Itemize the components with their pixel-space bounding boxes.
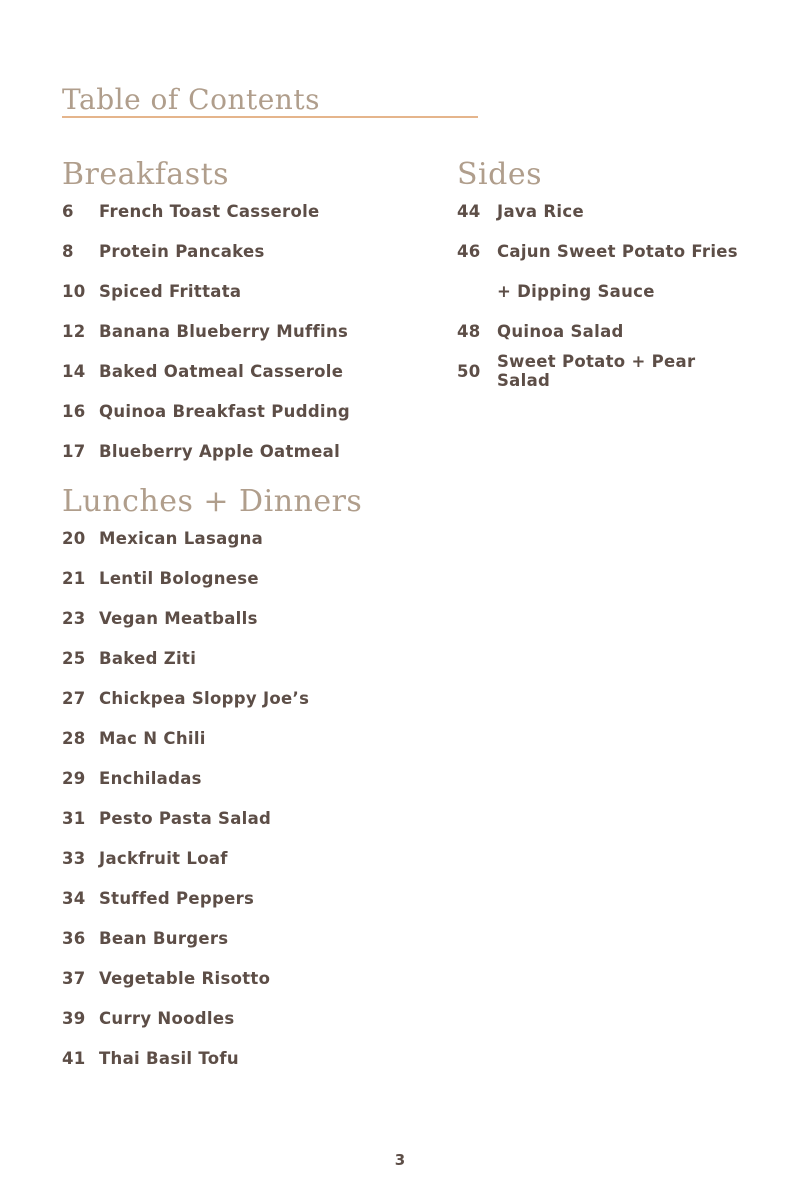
toc-entry	[62, 518, 457, 558]
entry-page-number: 46	[457, 241, 481, 261]
entry-page-number: 16	[62, 401, 86, 421]
toc-entry	[62, 431, 457, 471]
entry-page-number: 39	[62, 1008, 86, 1028]
entry-title: Quinoa Breakfast Pudding	[99, 401, 351, 421]
toc-column-right	[457, 158, 738, 1078]
entry-page-number: 33	[62, 848, 86, 868]
entry-title: Mexican Lasagna	[99, 528, 264, 548]
title-underline	[62, 116, 478, 118]
entry-title: Sweet Potato + Pear Salad	[497, 352, 696, 390]
entry-page-number: 6	[62, 201, 74, 221]
toc-entry	[62, 678, 457, 718]
toc-entry	[457, 351, 738, 391]
toc-entry	[62, 191, 457, 231]
toc-entry	[62, 918, 457, 958]
page-title: Table of Contents	[62, 83, 320, 116]
entry-page-number: 37	[62, 968, 86, 988]
entry-page-number: 48	[457, 321, 481, 341]
entry-title: Vegetable Risotto	[99, 968, 271, 988]
entry-title: Banana Blueberry Muffins	[99, 321, 349, 341]
toc-entry	[457, 191, 738, 231]
toc-entry	[62, 958, 457, 998]
entry-page-number: 20	[62, 528, 86, 548]
section-lunches-dinners	[62, 485, 457, 1078]
toc-entry	[62, 638, 457, 678]
entry-title: Spiced Frittata	[99, 281, 242, 301]
entry-page-number: 36	[62, 928, 86, 948]
toc-entry	[62, 271, 457, 311]
entry-title: Thai Basil Tofu	[99, 1048, 239, 1068]
toc-entry	[62, 558, 457, 598]
toc-entry	[457, 231, 738, 271]
toc-entry	[62, 798, 457, 838]
entry-page-number: 28	[62, 728, 86, 748]
entry-page-number: 10	[62, 281, 86, 301]
toc-entry	[457, 311, 738, 351]
entry-title: Pesto Pasta Salad	[99, 808, 272, 828]
entry-title: French Toast Casserole	[99, 201, 320, 221]
entry-page-number: 25	[62, 648, 86, 668]
toc-entry	[62, 311, 457, 351]
section-title-breakfasts: Breakfasts	[62, 157, 230, 192]
toc-columns	[62, 158, 738, 1078]
entry-page-number: 27	[62, 688, 86, 708]
toc-entry	[62, 1038, 457, 1078]
toc-entry	[62, 838, 457, 878]
entry-title: Vegan Meatballs	[99, 608, 258, 628]
toc-entry	[62, 598, 457, 638]
section-title-sides: Sides	[457, 157, 542, 192]
entry-page-number: 12	[62, 321, 86, 341]
entry-page-number: 41	[62, 1048, 86, 1068]
entry-title: Protein Pancakes	[99, 241, 265, 261]
toc-entry	[62, 231, 457, 271]
entry-title: Blueberry Apple Oatmeal	[99, 441, 341, 461]
entry-page-number: 21	[62, 568, 86, 588]
entry-title: Stuffed Peppers	[99, 888, 255, 908]
toc-content	[62, 84, 738, 1078]
toc-entry	[62, 391, 457, 431]
entry-title: Enchiladas	[99, 768, 202, 788]
section-title-lunches-dinners: Lunches + Dinners	[62, 484, 363, 519]
entry-page-number: 17	[62, 441, 86, 461]
toc-entry	[62, 758, 457, 798]
entry-page-number: 29	[62, 768, 86, 788]
toc-column-left	[62, 158, 457, 1078]
entry-title: Baked Oatmeal Casserole	[99, 361, 344, 381]
entry-title: Baked Ziti	[99, 648, 197, 668]
toc-entry	[62, 351, 457, 391]
entry-title: Cajun Sweet Potato Fries	[497, 241, 738, 261]
entry-title: Jackfruit Loaf	[99, 848, 228, 868]
toc-entry	[457, 271, 738, 311]
toc-entry	[62, 718, 457, 758]
section-sides	[457, 158, 738, 391]
entry-page-number: 31	[62, 808, 86, 828]
section-breakfasts	[62, 158, 457, 471]
entry-title: Curry Noodles	[99, 1008, 235, 1028]
toc-entry	[62, 878, 457, 918]
entry-title: Java Rice	[497, 201, 584, 221]
entry-title: Lentil Bolognese	[99, 568, 259, 588]
entry-page-number: 34	[62, 888, 86, 908]
entry-title: Mac N Chili	[99, 728, 206, 748]
entry-title: + Dipping Sauce	[497, 281, 655, 301]
entry-page-number: 50	[457, 361, 481, 381]
entry-title: Quinoa Salad	[497, 321, 624, 341]
entry-title: Chickpea Sloppy Joe’s	[99, 688, 310, 708]
page-number: 3	[394, 1151, 406, 1169]
entry-page-number: 14	[62, 361, 86, 381]
entry-page-number: 44	[457, 201, 481, 221]
toc-entry	[62, 998, 457, 1038]
entry-page-number: 23	[62, 608, 86, 628]
entry-title: Bean Burgers	[99, 928, 229, 948]
entry-page-number: 8	[62, 241, 74, 261]
